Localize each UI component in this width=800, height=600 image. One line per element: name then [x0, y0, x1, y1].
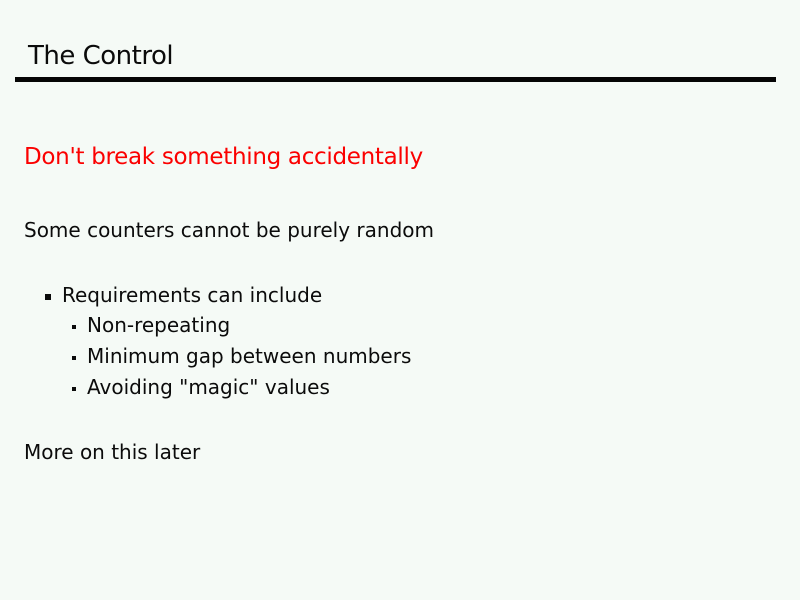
bullet-item-level2: [72, 344, 411, 369]
bullet-item-label: Requirements can include: [62, 283, 323, 307]
bullet-item-level2: [72, 375, 330, 400]
bullet-square-icon: [45, 294, 51, 300]
bullet-item-label: Non-repeating: [87, 313, 231, 337]
bullet-item-label: Minimum gap between numbers: [87, 344, 412, 368]
slide-heading: Don't break something accidentally: [24, 144, 423, 170]
bullet-item-level2: [72, 313, 230, 338]
bullet-square-icon: [72, 325, 76, 329]
title-underline-rule: [15, 77, 776, 82]
bullet-item-level1: [45, 283, 322, 308]
intro-text: Some counters cannot be purely random: [24, 218, 434, 242]
bullet-item-label: Avoiding "magic" values: [87, 375, 330, 399]
bullet-square-icon: [72, 356, 76, 360]
slide-title: The Control: [28, 41, 174, 71]
footer-text: More on this later: [24, 440, 201, 464]
bullet-square-icon: [72, 387, 76, 391]
